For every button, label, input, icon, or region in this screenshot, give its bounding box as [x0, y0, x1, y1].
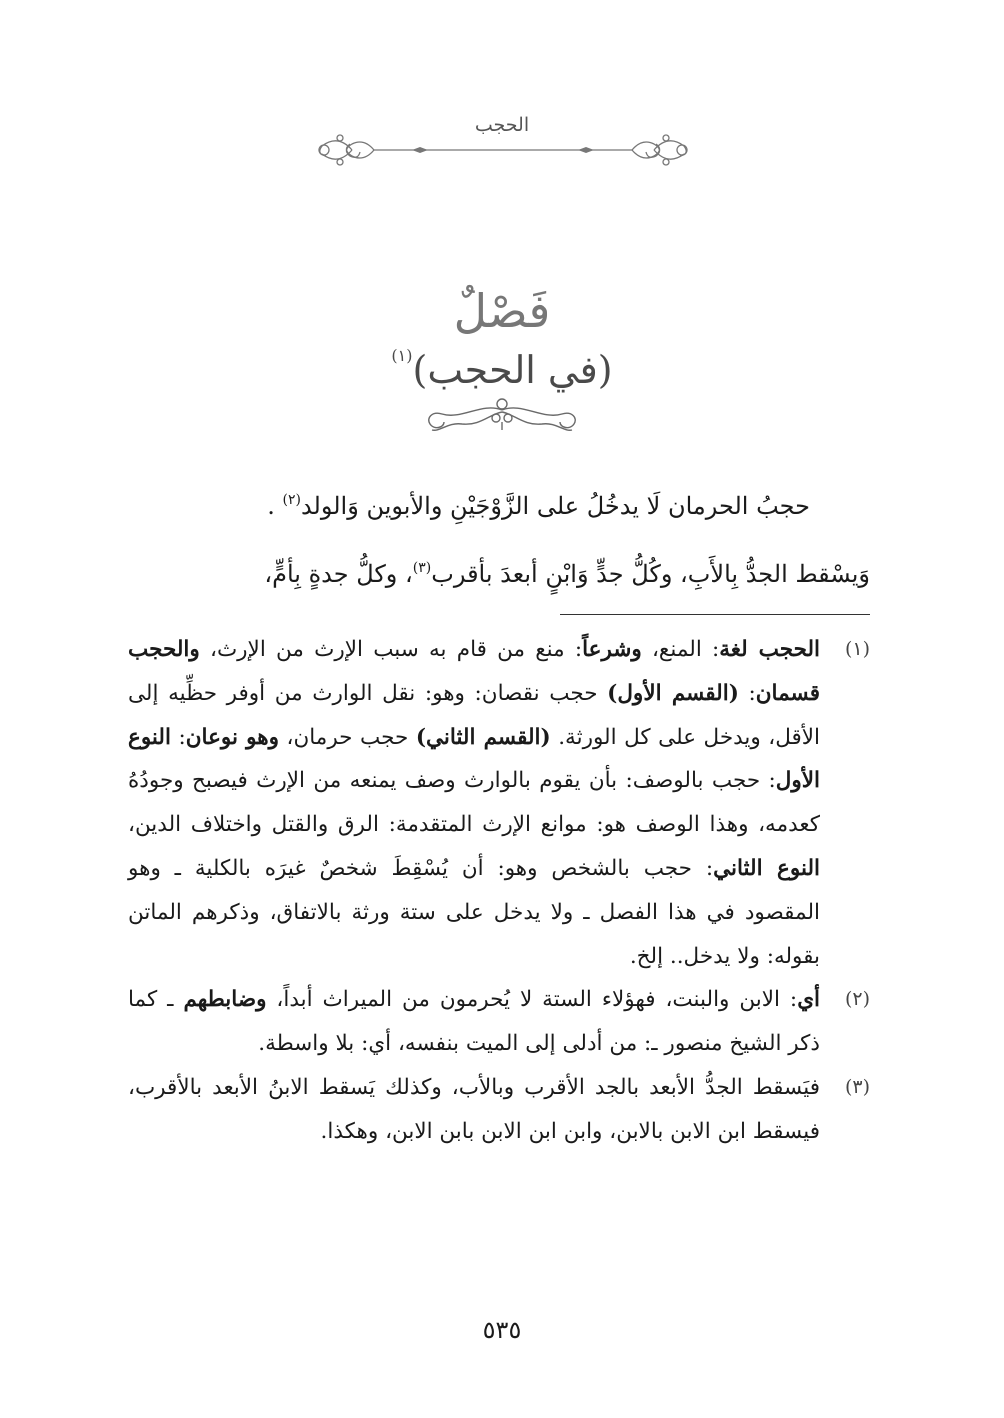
footnote-2: [128, 978, 870, 1066]
bold-term: والحجب قسمان: [128, 637, 820, 706]
footnote-1: [128, 628, 870, 978]
note-text: : الابن والبنت، فهؤلاء الستة لا يُحرمون من الميراث أبداً،: [266, 987, 798, 1013]
note-text: :: [738, 680, 756, 706]
fasl-heading: فَصْلٌ: [453, 284, 551, 338]
note-text: ـ كما ذكر الشيخ منصور ـ: من أدلى إلى الميت بنفسه، أي: بلا واسطة.: [128, 987, 820, 1057]
main-text-2-end: ، وكلُّ جدةٍ بِأمٍّ،: [264, 560, 413, 588]
note-text: حجب نقصان: وهو: نقل الوارث من أوفر حظِّيه إلى الأقل، ويدخل على كل الورثة.: [128, 680, 821, 750]
running-head: الحجب: [474, 114, 530, 136]
bold-term: (القسم الأول): [607, 680, 739, 706]
footnote-number: (٣): [844, 1075, 870, 1098]
footnote-ref-2: (٢): [282, 492, 301, 508]
main-text-1-end: .: [267, 492, 283, 520]
header-ornament-icon: [312, 128, 694, 172]
footnotes: [128, 628, 870, 1154]
note-text: : المنع،: [641, 637, 720, 662]
chapter-title-text: (في الحجب): [412, 348, 613, 392]
footnote-3: [128, 1066, 870, 1154]
main-text-2: وَيسْقط الجدُّ بِالأَبِ، وكُلُّ جدٍّ وَابْنٍ أبعدَ بأقرب: [431, 560, 870, 588]
main-text-line-1: [150, 480, 810, 526]
main-text-1: حجبُ الحرمان لَا يدخُلُ على الزَّوْجَيْنِ والأبوين وَالولد: [300, 492, 810, 520]
note-text: : منع من قام به سبب الإرث من الإرث،: [199, 637, 583, 662]
bold-term: النوع الأول: [128, 724, 820, 794]
bold-term: النوع الثاني: [713, 855, 820, 881]
bold-term: وضابطهم: [183, 987, 267, 1013]
page-number: ٥٣٥: [482, 1316, 522, 1344]
bold-term: أي: [797, 987, 820, 1013]
bold-term: (القسم الثاني): [415, 724, 551, 750]
bold-term: وهو نوعان: [185, 724, 279, 750]
title-ornament-icon: [417, 392, 587, 438]
footnote-number: (١): [844, 638, 870, 660]
note-text: :: [170, 724, 186, 750]
chapter-title: [0, 346, 1004, 392]
note-text: : حجب بالوصف: بأن يقوم بالوارث وصف يمنعه من الإرث فيصبح وجودُهُ كعدمه، وهذا الوصف هو: موانع الإرث المتقدمة: الرق والقتل واختلاف الدين،: [128, 768, 820, 838]
bold-term: الحجب لغة: [719, 637, 820, 662]
note-text: فيَسقط الجدُّ الأبعد بالجد الأقرب وبالأب، وكذلك يَسقط الابنُ الأبعد بالأقرب، فيسقط ابن الابن بالابن، وابن ابن الابن بابن الابن، وهكذا.: [128, 1074, 820, 1144]
footnote-ref-1: (١): [391, 346, 413, 365]
main-text-line-2: [150, 548, 870, 594]
footnote-ref-3: (٣): [412, 560, 432, 576]
footnote-separator: [560, 614, 870, 615]
note-text: حجب حرمان،: [279, 724, 416, 750]
bold-term: وشرعاً: [582, 637, 642, 662]
note-text: : حجب بالشخص وهو: أن يُسْقِطَ شخصٌ غيرَه بالكلية ـ وهو المقصود في هذا الفصل ـ ولا يدخل على ستة ورثة بالاتفاق، وذكرهم الماتن بقوله: ولا يدخل.. إلخ.: [128, 855, 820, 969]
footnote-number: (٢): [844, 988, 870, 1011]
